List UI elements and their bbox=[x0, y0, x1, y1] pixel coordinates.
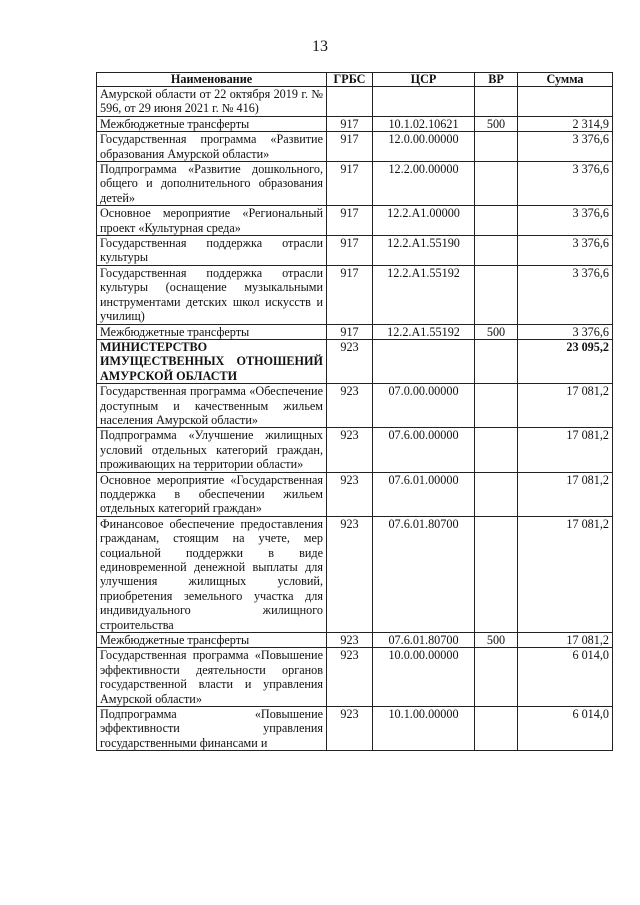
cell-grbs: 917 bbox=[327, 265, 373, 324]
cell-sum: 17 081,2 bbox=[518, 472, 613, 516]
cell-name: Межбюджетные трансферты bbox=[97, 633, 327, 648]
cell-grbs: 923 bbox=[327, 339, 373, 383]
cell-name: Основное мероприятие «Государственная поддержка в обеспечении жильем отдельных категорий граждан» bbox=[97, 472, 327, 516]
cell-sum: 23 095,2 bbox=[518, 339, 613, 383]
cell-sum: 17 081,2 bbox=[518, 633, 613, 648]
cell-sum: 6 014,0 bbox=[518, 648, 613, 707]
table-row bbox=[97, 428, 613, 472]
cell-vr bbox=[475, 472, 518, 516]
table-row bbox=[97, 132, 613, 162]
cell-vr bbox=[475, 516, 518, 632]
cell-grbs: 917 bbox=[327, 162, 373, 206]
cell-sum: 3 376,6 bbox=[518, 265, 613, 324]
cell-grbs: 923 bbox=[327, 472, 373, 516]
cell-vr bbox=[475, 206, 518, 236]
table-row bbox=[97, 384, 613, 428]
cell-vr bbox=[475, 87, 518, 117]
cell-name: Межбюджетные трансферты bbox=[97, 116, 327, 131]
cell-grbs: 917 bbox=[327, 116, 373, 131]
header-grbs: ГРБС bbox=[327, 73, 373, 87]
cell-csr: 12.2.00.00000 bbox=[373, 162, 475, 206]
cell-grbs: 923 bbox=[327, 633, 373, 648]
cell-grbs: 923 bbox=[327, 648, 373, 707]
cell-vr bbox=[475, 162, 518, 206]
cell-vr bbox=[475, 428, 518, 472]
cell-csr: 10.1.00.00000 bbox=[373, 707, 475, 751]
cell-csr: 12.2.A1.00000 bbox=[373, 206, 475, 236]
table-row bbox=[97, 472, 613, 516]
cell-csr: 07.6.01.00000 bbox=[373, 472, 475, 516]
cell-vr: 500 bbox=[475, 633, 518, 648]
cell-grbs: 923 bbox=[327, 516, 373, 632]
cell-vr bbox=[475, 339, 518, 383]
cell-vr bbox=[475, 384, 518, 428]
cell-sum: 6 014,0 bbox=[518, 707, 613, 751]
cell-name: Государственная программа «Развитие образования Амурской области» bbox=[97, 132, 327, 162]
table-row bbox=[97, 516, 613, 632]
cell-grbs: 917 bbox=[327, 132, 373, 162]
table-row bbox=[97, 707, 613, 751]
cell-csr: 10.0.00.00000 bbox=[373, 648, 475, 707]
table-row bbox=[97, 236, 613, 266]
cell-sum: 2 314,9 bbox=[518, 116, 613, 131]
cell-csr: 07.0.00.00000 bbox=[373, 384, 475, 428]
table-row bbox=[97, 265, 613, 324]
cell-csr bbox=[373, 339, 475, 383]
header-csr: ЦСР bbox=[373, 73, 475, 87]
table-row bbox=[97, 162, 613, 206]
cell-sum: 17 081,2 bbox=[518, 516, 613, 632]
cell-name: Государственная программа «Повышение эффективности деятельности органов государственной власти и управления Амурской области» bbox=[97, 648, 327, 707]
cell-csr: 12.2.A1.55192 bbox=[373, 265, 475, 324]
cell-grbs: 917 bbox=[327, 324, 373, 339]
cell-vr bbox=[475, 648, 518, 707]
cell-csr: 10.1.02.10621 bbox=[373, 116, 475, 131]
cell-grbs bbox=[327, 87, 373, 117]
cell-name: Государственная поддержка отрасли культуры bbox=[97, 236, 327, 266]
cell-sum: 3 376,6 bbox=[518, 206, 613, 236]
page-number: 13 bbox=[312, 38, 328, 55]
table-row bbox=[97, 339, 613, 383]
cell-name: Подпрограмма «Улучшение жилищных условий отдельных категорий граждан, проживающих на территории области» bbox=[97, 428, 327, 472]
table-row bbox=[97, 116, 613, 131]
header-name: Наименование bbox=[97, 73, 327, 87]
cell-sum: 3 376,6 bbox=[518, 162, 613, 206]
table-header-row bbox=[97, 73, 613, 87]
budget-table bbox=[96, 72, 613, 751]
cell-sum: 3 376,6 bbox=[518, 132, 613, 162]
cell-name: Финансовое обеспечение предоставления гражданам, стоящим на учете, мер социальной поддержки в виде единовременной денежной выплаты для улучшения жилищных условий, приобретения земельного участка для индивидуального жилищного строительства bbox=[97, 516, 327, 632]
table-row bbox=[97, 324, 613, 339]
cell-csr bbox=[373, 87, 475, 117]
cell-vr bbox=[475, 132, 518, 162]
cell-sum: 17 081,2 bbox=[518, 428, 613, 472]
table-row bbox=[97, 648, 613, 707]
cell-sum bbox=[518, 87, 613, 117]
cell-name: Подпрограмма «Повышение эффективности управления государственными финансами и bbox=[97, 707, 327, 751]
cell-grbs: 923 bbox=[327, 384, 373, 428]
cell-grbs: 917 bbox=[327, 206, 373, 236]
cell-name: Амурской области от 22 октября 2019 г. № 596, от 29 июня 2021 г. № 416) bbox=[97, 87, 327, 117]
cell-csr: 07.6.00.00000 bbox=[373, 428, 475, 472]
cell-grbs: 917 bbox=[327, 236, 373, 266]
cell-name: Подпрограмма «Развитие дошкольного, общего и дополнительного образования детей» bbox=[97, 162, 327, 206]
cell-vr bbox=[475, 236, 518, 266]
table-row bbox=[97, 87, 613, 117]
cell-sum: 3 376,6 bbox=[518, 324, 613, 339]
table-row bbox=[97, 633, 613, 648]
cell-vr: 500 bbox=[475, 116, 518, 131]
cell-csr: 12.2.A1.55192 bbox=[373, 324, 475, 339]
cell-csr: 12.2.A1.55190 bbox=[373, 236, 475, 266]
cell-name: Основное мероприятие «Региональный проект «Культурная среда» bbox=[97, 206, 327, 236]
cell-name: Государственная программа «Обеспечение доступным и качественным жильем населения Амурской области» bbox=[97, 384, 327, 428]
cell-csr: 12.0.00.00000 bbox=[373, 132, 475, 162]
cell-csr: 07.6.01.80700 bbox=[373, 516, 475, 632]
cell-grbs: 923 bbox=[327, 707, 373, 751]
cell-vr: 500 bbox=[475, 324, 518, 339]
cell-csr: 07.6.01.80700 bbox=[373, 633, 475, 648]
table-row bbox=[97, 206, 613, 236]
cell-sum: 3 376,6 bbox=[518, 236, 613, 266]
cell-vr bbox=[475, 707, 518, 751]
header-sum: Сумма bbox=[518, 73, 613, 87]
cell-sum: 17 081,2 bbox=[518, 384, 613, 428]
cell-name: Государственная поддержка отрасли культуры (оснащение музыкальными инструментами детских школ искусств и училищ) bbox=[97, 265, 327, 324]
cell-vr bbox=[475, 265, 518, 324]
header-vr: ВР bbox=[475, 73, 518, 87]
cell-grbs: 923 bbox=[327, 428, 373, 472]
cell-name: Межбюджетные трансферты bbox=[97, 324, 327, 339]
cell-name: МИНИСТЕРСТВО ИМУЩЕСТВЕННЫХ ОТНОШЕНИЙ АМУРСКОЙ ОБЛАСТИ bbox=[97, 339, 327, 383]
